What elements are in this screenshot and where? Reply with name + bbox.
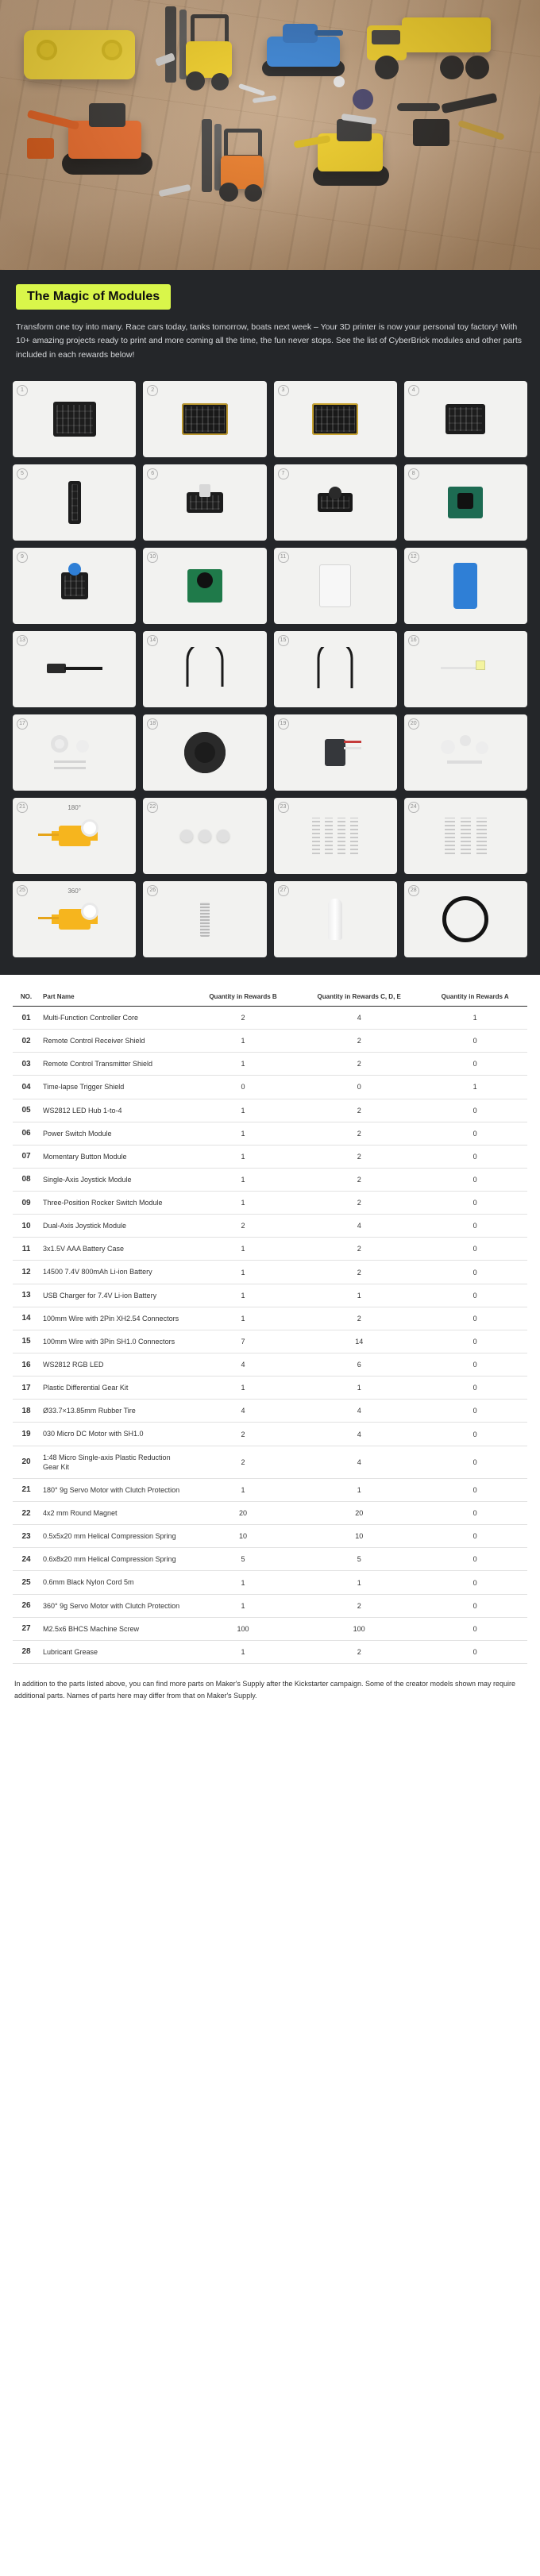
table-row [13,1053,527,1076]
dual-axis-joystick-icon [143,548,266,624]
cell-qty: 100 [295,1617,422,1640]
cell-qty: 2 [295,1168,422,1191]
cell-qty: 2 [295,1053,422,1076]
cell-part-name: Time-lapse Trigger Shield [40,1076,191,1099]
table-row [13,1215,527,1238]
module-index-badge: 7 [278,468,289,479]
cell-qty: 1 [191,1594,295,1617]
table-row [13,1330,527,1353]
cell-no: 09 [13,1192,40,1215]
cell-qty: 2 [295,1030,422,1053]
module-cell-wire-2pin [143,631,266,707]
table-row [13,1030,527,1053]
cell-part-name: 100mm Wire with 3Pin SH1.0 Connectors [40,1330,191,1353]
module-cell-timelapse-shield [404,381,527,457]
module-index-badge: 19 [278,718,289,730]
module-cell-aaa-battery-case [274,548,397,624]
table-row [13,1006,527,1029]
cell-no: 26 [13,1594,40,1617]
cell-qty: 2 [191,1446,295,1478]
module-cell-lubricant-grease [274,881,397,957]
cell-qty: 0 [422,1261,527,1284]
cell-qty: 0 [422,1446,527,1478]
cell-qty: 0 [422,1168,527,1191]
cell-part-name: 0.6mm Black Nylon Cord 5m [40,1571,191,1594]
cell-qty: 2 [295,1261,422,1284]
usb-charger-icon [13,631,136,707]
timelapse-shield-icon [404,381,527,457]
module-gallery [0,381,540,975]
cell-no: 23 [13,1525,40,1548]
cell-no: 08 [13,1168,40,1191]
receiver-shield-icon [143,381,266,457]
cell-qty: 0 [422,1215,527,1238]
cell-qty: 4 [295,1446,422,1478]
cell-qty: 0 [422,1053,527,1076]
table-row [13,1307,527,1330]
parts-table-section [0,975,540,1669]
cell-part-name: 3x1.5V AAA Battery Case [40,1238,191,1261]
module-index-badge: 16 [408,635,419,646]
spring-05-icon [274,798,397,874]
momentary-button-icon [274,464,397,541]
cell-qty: 0 [422,1571,527,1594]
table-row [13,1284,527,1307]
cell-no: 12 [13,1261,40,1284]
cell-qty: 2 [191,1423,295,1446]
module-cell-rubber-tire [143,714,266,791]
aaa-battery-case-icon [274,548,397,624]
cell-qty: 0 [422,1617,527,1640]
module-index-badge: 5 [17,468,28,479]
cell-no: 04 [13,1076,40,1099]
cell-no: 27 [13,1617,40,1640]
cell-part-name: 100mm Wire with 2Pin XH2.54 Connectors [40,1307,191,1330]
table-row [13,1502,527,1525]
cell-qty: 0 [422,1353,527,1377]
cell-qty: 1 [191,1030,295,1053]
module-index-badge: 6 [147,468,158,479]
module-cell-reduction-gear-kit [404,714,527,791]
servo-180-icon: 180° [13,798,136,874]
cell-no: 13 [13,1284,40,1307]
cell-no: 03 [13,1053,40,1076]
cell-part-name: Three-Position Rocker Switch Module [40,1192,191,1215]
cell-no: 19 [13,1423,40,1446]
module-cell-round-magnet [143,798,266,874]
cell-qty: 5 [191,1548,295,1571]
cell-qty: 4 [191,1353,295,1377]
table-header-row [13,988,527,1007]
col-qty-a: Quantity in Rewards A [422,988,527,1007]
cell-qty: 0 [422,1330,527,1353]
cell-qty: 1 [191,1284,295,1307]
table-row [13,1076,527,1099]
module-cell-power-switch [143,464,266,541]
ws2812-led-icon [404,631,527,707]
cell-part-name: 4x2 mm Round Magnet [40,1502,191,1525]
single-axis-joystick-icon [404,464,527,541]
module-index-badge: 24 [408,802,419,813]
cell-part-name: 030 Micro DC Motor with SH1.0 [40,1423,191,1446]
cell-qty: 0 [422,1284,527,1307]
col-part-name: Part Name [40,988,191,1007]
lubricant-grease-icon [274,881,397,957]
col-qty-b: Quantity in Rewards B [191,988,295,1007]
cell-qty: 20 [295,1502,422,1525]
cell-qty: 1 [191,1478,295,1501]
module-index-badge: 23 [278,802,289,813]
nylon-cord-icon [404,881,527,957]
transmitter-shield-icon [274,381,397,457]
table-row [13,1548,527,1571]
cell-qty: 1 [422,1006,527,1029]
cell-part-name: WS2812 RGB LED [40,1353,191,1377]
table-row [13,1168,527,1191]
module-index-badge: 17 [17,718,28,730]
module-cell-differential-gear-kit [13,714,136,791]
li-ion-battery-icon [404,548,527,624]
module-cell-spring-05 [274,798,397,874]
cell-qty: 2 [295,1640,422,1663]
cell-qty: 1 [191,1261,295,1284]
cell-qty: 5 [295,1548,422,1571]
cell-qty: 0 [422,1238,527,1261]
cell-qty: 6 [295,1353,422,1377]
cell-qty: 0 [422,1594,527,1617]
cell-qty: 0 [422,1122,527,1145]
cell-no: 17 [13,1377,40,1400]
hero-photo [0,0,540,270]
module-cell-micro-dc-motor [274,714,397,791]
cell-qty: 10 [191,1525,295,1548]
module-index-badge: 26 [147,885,158,896]
servo-360-icon: 360° [13,881,136,957]
table-row [13,1238,527,1261]
power-switch-icon [143,464,266,541]
table-row [13,1640,527,1663]
cell-qty: 0 [422,1145,527,1168]
cell-qty: 0 [191,1076,295,1099]
controller-core-icon [13,381,136,457]
cell-qty: 2 [191,1006,295,1029]
module-index-badge: 20 [408,718,419,730]
cell-qty: 1 [191,1238,295,1261]
cell-qty: 20 [191,1502,295,1525]
table-row [13,1099,527,1122]
intro-section [0,270,540,381]
cell-qty: 0 [422,1640,527,1663]
spring-06-icon [404,798,527,874]
cell-no: 01 [13,1006,40,1029]
table-row [13,1122,527,1145]
cell-no: 10 [13,1215,40,1238]
parts-table [13,988,527,1664]
cell-qty: 0 [422,1192,527,1215]
cell-qty: 1 [422,1076,527,1099]
cell-no: 18 [13,1400,40,1423]
cell-qty: 1 [295,1478,422,1501]
module-cell-three-position-rocker [13,548,136,624]
cell-qty: 1 [191,1122,295,1145]
cell-no: 24 [13,1548,40,1571]
cell-qty: 7 [191,1330,295,1353]
module-index-badge: 27 [278,885,289,896]
table-row [13,1353,527,1377]
cell-no: 25 [13,1571,40,1594]
intro-paragraph: Transform one toy into many. Race cars today, tanks tomorrow, boats next week – Your 3D printer is now your personal toy factory! With 10+ amazing projects ready to print and more coming all the time, the fun never stops. See the list of CyberBrick modules and other parts included in each rewards below! [16,322,523,360]
cell-qty: 1 [191,1168,295,1191]
rubber-tire-icon [143,714,266,791]
cell-qty: 4 [295,1423,422,1446]
table-row [13,1571,527,1594]
cell-part-name: WS2812 LED Hub 1-to-4 [40,1099,191,1122]
cell-qty: 1 [191,1307,295,1330]
cell-qty: 0 [295,1076,422,1099]
cell-no: 06 [13,1122,40,1145]
table-row [13,1192,527,1215]
table-row [13,1400,527,1423]
cell-qty: 10 [295,1525,422,1548]
module-index-badge: 28 [408,885,419,896]
cell-qty: 1 [191,1145,295,1168]
table-row [13,1261,527,1284]
cell-qty: 1 [191,1053,295,1076]
module-index-badge: 21 [17,802,28,813]
module-cell-single-axis-joystick [404,464,527,541]
module-cell-controller-core [13,381,136,457]
module-cell-servo-180 [13,798,136,874]
module-index-badge: 9 [17,552,28,563]
col-no: NO. [13,988,40,1007]
cell-qty: 1 [191,1192,295,1215]
cell-no: 20 [13,1446,40,1478]
round-magnet-icon [143,798,266,874]
cell-qty: 2 [295,1307,422,1330]
cell-qty: 0 [422,1400,527,1423]
cell-qty: 1 [191,1377,295,1400]
cell-no: 02 [13,1030,40,1053]
cell-part-name: 14500 7.4V 800mAh Li-ion Battery [40,1261,191,1284]
module-cell-transmitter-shield [274,381,397,457]
photo-vignette [0,0,540,270]
wire-2pin-icon [143,631,266,707]
module-index-badge: 18 [147,718,158,730]
module-cell-receiver-shield [143,381,266,457]
cell-qty: 4 [295,1215,422,1238]
cell-part-name: 1:48 Micro Single-axis Plastic Reduction Gear Kit [40,1446,191,1478]
cell-qty: 0 [422,1099,527,1122]
differential-gear-kit-icon [13,714,136,791]
cell-qty: 0 [422,1377,527,1400]
cell-qty: 0 [422,1307,527,1330]
cell-qty: 1 [191,1571,295,1594]
table-row [13,1594,527,1617]
module-index-badge: 13 [17,635,28,646]
cell-qty: 2 [295,1145,422,1168]
cell-part-name: Momentary Button Module [40,1145,191,1168]
table-row [13,1478,527,1501]
cell-part-name: 0.5x5x20 mm Helical Compression Spring [40,1525,191,1548]
col-qty-cde: Quantity in Rewards C, D, E [295,988,422,1007]
cell-qty: 2 [295,1594,422,1617]
module-index-badge: 22 [147,802,158,813]
module-cell-nylon-cord [404,881,527,957]
cell-part-name: Plastic Differential Gear Kit [40,1377,191,1400]
module-index-badge: 11 [278,552,289,563]
cell-part-name: Single-Axis Joystick Module [40,1168,191,1191]
module-index-badge: 3 [278,385,289,396]
cell-qty: 2 [295,1238,422,1261]
cell-part-name: 180° 9g Servo Motor with Clutch Protection [40,1478,191,1501]
cell-no: 14 [13,1307,40,1330]
module-cell-usb-charger [13,631,136,707]
module-index-badge: 1 [17,385,28,396]
table-row [13,1377,527,1400]
cell-qty: 0 [422,1502,527,1525]
reduction-gear-kit-icon [404,714,527,791]
module-index-badge: 10 [147,552,158,563]
cell-qty: 2 [295,1122,422,1145]
table-row [13,1525,527,1548]
cell-part-name: Multi-Function Controller Core [40,1006,191,1029]
cell-qty: 1 [295,1377,422,1400]
cell-qty: 14 [295,1330,422,1353]
cell-qty: 4 [295,1006,422,1029]
cell-part-name: USB Charger for 7.4V Li-ion Battery [40,1284,191,1307]
cell-qty: 1 [295,1571,422,1594]
cell-no: 28 [13,1640,40,1663]
module-cell-wire-3pin [274,631,397,707]
cell-no: 16 [13,1353,40,1377]
cell-part-name: Dual-Axis Joystick Module [40,1215,191,1238]
cell-part-name: Lubricant Grease [40,1640,191,1663]
module-grid [13,381,527,957]
module-cell-led-hub [13,464,136,541]
cell-qty: 0 [422,1525,527,1548]
wire-3pin-icon [274,631,397,707]
cell-part-name: Power Switch Module [40,1122,191,1145]
cell-no: 11 [13,1238,40,1261]
module-index-badge: 25 [17,885,28,896]
table-row [13,1617,527,1640]
cell-qty: 0 [422,1423,527,1446]
cell-qty: 100 [191,1617,295,1640]
cell-part-name: 0.6x8x20 mm Helical Compression Spring [40,1548,191,1571]
cell-qty: 2 [295,1099,422,1122]
cell-qty: 1 [191,1099,295,1122]
cell-qty: 0 [422,1030,527,1053]
module-cell-machine-screw [143,881,266,957]
table-row [13,1423,527,1446]
cell-qty: 2 [191,1215,295,1238]
cell-part-name: Remote Control Transmitter Shield [40,1053,191,1076]
cell-no: 22 [13,1502,40,1525]
machine-screw-icon [143,881,266,957]
cell-no: 15 [13,1330,40,1353]
module-index-badge: 15 [278,635,289,646]
cell-part-name: 360° 9g Servo Motor with Clutch Protection [40,1594,191,1617]
module-cell-li-ion-battery [404,548,527,624]
module-index-badge: 14 [147,635,158,646]
section-title-badge: The Magic of Modules [16,284,171,310]
cell-no: 07 [13,1145,40,1168]
led-hub-icon [13,464,136,541]
cell-qty: 0 [422,1548,527,1571]
three-position-rocker-icon [13,548,136,624]
cell-part-name: Remote Control Receiver Shield [40,1030,191,1053]
module-index-badge: 4 [408,385,419,396]
table-row [13,1145,527,1168]
table-row [13,1446,527,1478]
cell-no: 05 [13,1099,40,1122]
module-cell-momentary-button [274,464,397,541]
module-index-badge: 2 [147,385,158,396]
cell-qty: 0 [422,1478,527,1501]
module-cell-ws2812-led [404,631,527,707]
cell-part-name: Ø33.7×13.85mm Rubber Tire [40,1400,191,1423]
cell-part-name: M2.5x6 BHCS Machine Screw [40,1617,191,1640]
cell-qty: 4 [295,1400,422,1423]
module-cell-servo-360 [13,881,136,957]
table-body [13,1006,527,1663]
module-cell-dual-axis-joystick [143,548,266,624]
module-index-badge: 8 [408,468,419,479]
cell-qty: 2 [295,1192,422,1215]
cell-qty: 4 [191,1400,295,1423]
cell-qty: 1 [191,1640,295,1663]
cell-no: 21 [13,1478,40,1501]
cell-qty: 1 [295,1284,422,1307]
footer-note: In addition to the parts listed above, you can find more parts on Maker's Supply after the Kickstarter campaign. Some of the creator models shown may require additional parts. Names of parts here may differ from that on Maker's Supply. [14,1680,516,1700]
micro-dc-motor-icon [274,714,397,791]
module-index-badge: 12 [408,552,419,563]
module-cell-spring-06 [404,798,527,874]
